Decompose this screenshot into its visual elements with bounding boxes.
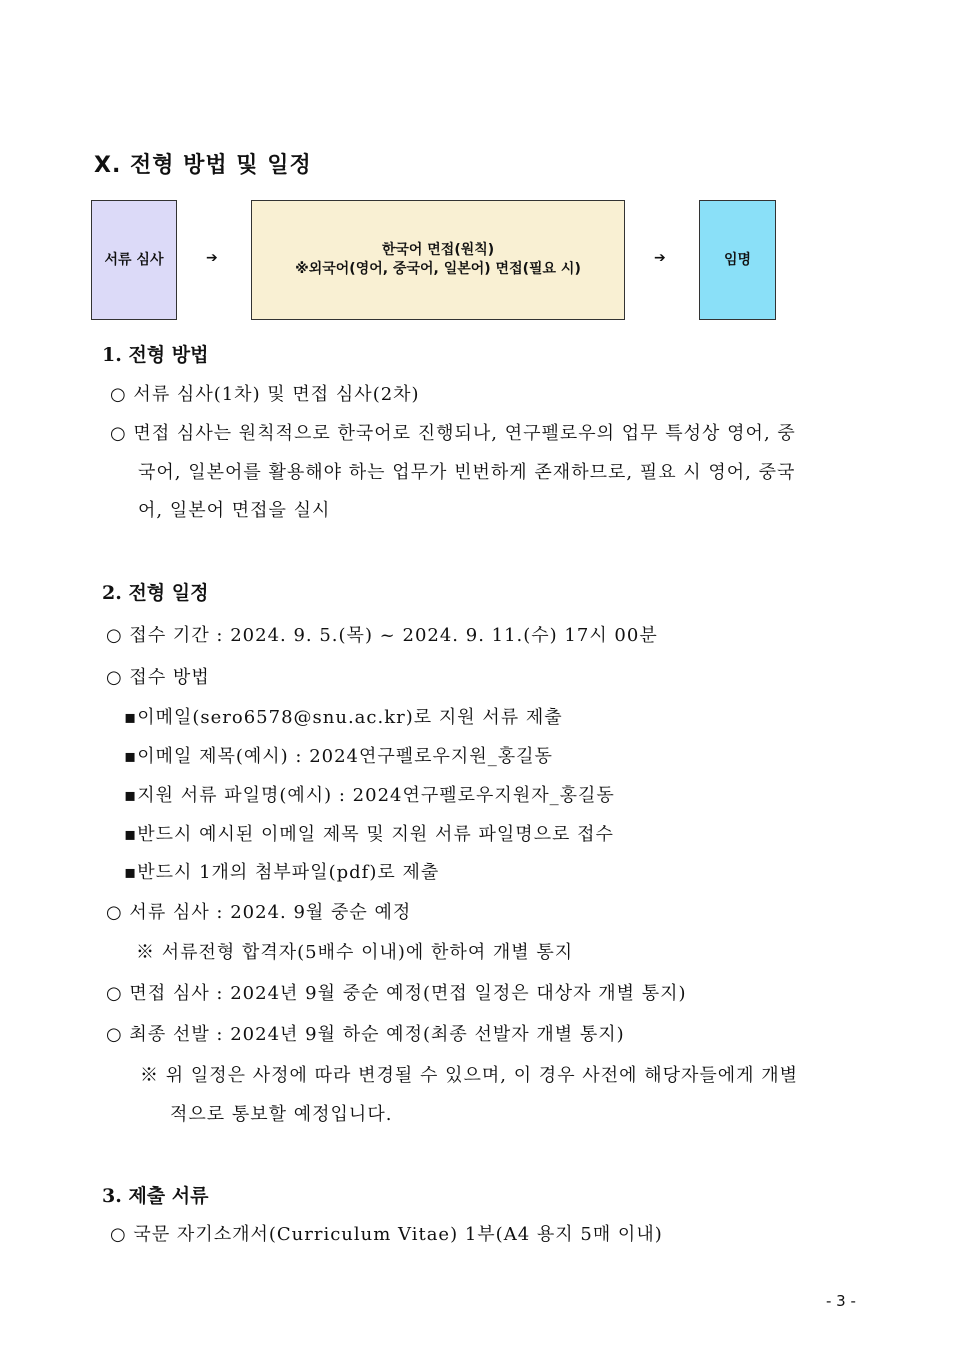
section-heading: X. 전형 방법 및 일정 <box>94 153 312 178</box>
flow-step-document-review <box>91 200 177 320</box>
page-number: - 3 - <box>826 1292 856 1310</box>
flow-step-interview <box>251 200 625 320</box>
list-item-continuation: 어, 일본어 면접을 실시 <box>138 500 331 521</box>
bullet-item: ▪반드시 1개의 첨부파일(pdf)로 제출 <box>124 862 440 883</box>
section-1-title: 1. 전형 방법 <box>102 344 209 366</box>
flow-step-label: 서류 심사 <box>104 251 164 268</box>
flow-step-label: 임명 <box>723 251 752 268</box>
bullet-item: ▪반드시 예시된 이메일 제목 및 지원 서류 파일명으로 접수 <box>124 824 614 845</box>
section-2-title: 2. 전형 일정 <box>102 582 209 604</box>
bullet-item: ▪이메일 제목(예시) : 2024연구펠로우지원_홍길동 <box>124 746 553 767</box>
note-continuation: 적으로 통보할 예정입니다. <box>170 1104 393 1125</box>
note: ※ 서류전형 합격자(5배수 이내)에 한하여 개별 통지 <box>136 942 574 963</box>
schedule-interview: ○ 면접 심사 : 2024년 9월 중순 예정(면접 일정은 대상자 개별 통지) <box>106 983 687 1004</box>
flow-step-label: 한국어 면접(원칙) <box>381 242 495 258</box>
flow-step-note: ※외국어(영어, 중국어, 일본어) 면접(필요 시) <box>295 261 581 277</box>
section-3-title: 3. 제출 서류 <box>102 1185 209 1207</box>
flow-step-appointment <box>699 200 776 320</box>
schedule-final: ○ 최종 선발 : 2024년 9월 하순 예정(최종 선발자 개별 통지) <box>106 1024 625 1045</box>
list-item: ○ 국문 자기소개서(Curriculum Vitae) 1부(A4 용지 5매 이내) <box>110 1224 663 1245</box>
list-item: ○ 서류 심사(1차) 및 면접 심사(2차) <box>110 384 420 405</box>
bullet-item: ▪이메일(sero6578@snu.ac.kr)로 지원 서류 제출 <box>124 707 563 728</box>
list-item-continuation: 국어, 일본어를 활용해야 하는 업무가 빈번하게 존재하므로, 필요 시 영어, 중국 <box>138 462 796 483</box>
schedule-doc-review: ○ 서류 심사 : 2024. 9월 중순 예정 <box>106 902 412 923</box>
note: ※ 위 일정은 사정에 따라 변경될 수 있으며, 이 경우 사전에 해당자들에게 개별 <box>140 1065 799 1086</box>
bullet-item: ▪지원 서류 파일명(예시) : 2024연구펠로우지원자_홍길동 <box>124 785 615 806</box>
list-item: ○ 면접 심사는 원칙적으로 한국어로 진행되나, 연구펠로우의 업무 특성상 영어, 중 <box>110 423 796 444</box>
schedule-period: ○ 접수 기간 : 2024. 9. 5.(목) ~ 2024. 9. 11.(수) 17시 00분 <box>106 625 658 646</box>
arrow-right-icon: ➔ <box>654 250 666 266</box>
schedule-method: ○ 접수 방법 <box>106 667 210 688</box>
arrow-right-icon: ➔ <box>206 250 218 266</box>
